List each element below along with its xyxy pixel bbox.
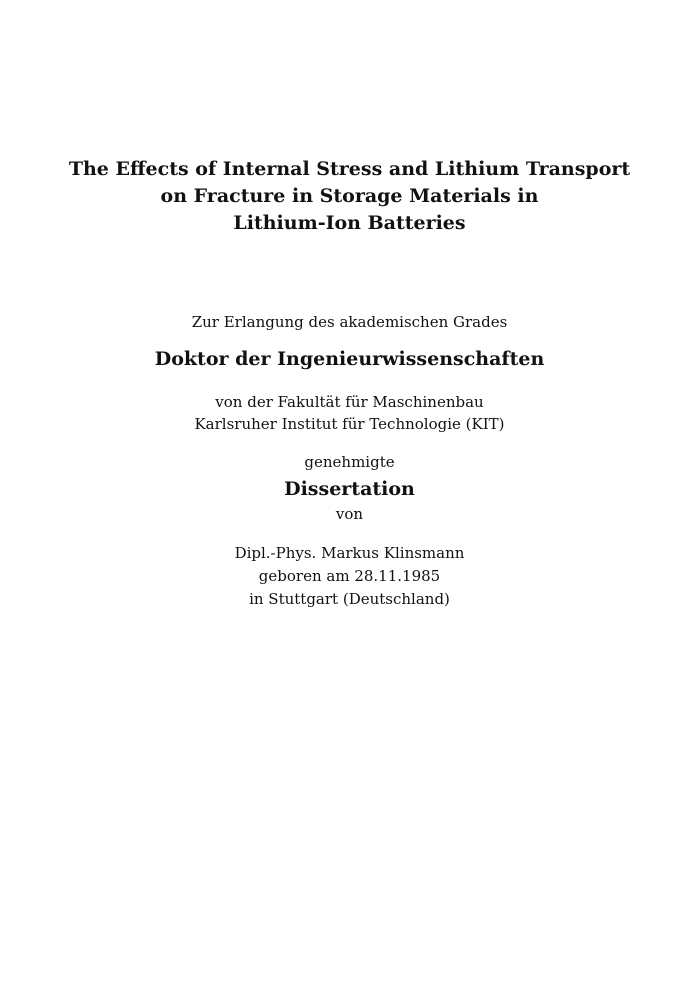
document-type: Dissertation [284,478,415,500]
approved-label: genehmigte [304,453,395,471]
thesis-title-line-2: on Fracture in Storage Materials in [160,185,539,207]
faculty-line-1: von der Fakultät für Maschinenbau [215,393,484,411]
author-birth-place: in Stuttgart (Deutschland) [249,590,450,608]
by-label: von [335,505,364,523]
faculty-info [0,391,699,435]
author-birth-date: geboren am 28.11.1985 [258,567,441,585]
degree-intro: Zur Erlangung des akademischen Grades [191,313,508,331]
thesis-title-line-3: Lithium-Ion Batteries [233,212,466,234]
author-name: Dipl.-Phys. Markus Klinsmann [234,544,465,562]
author-info [0,542,699,611]
degree-name: Doktor der Ingenieurwissenschaften [154,348,545,370]
thesis-title-line-1: The Effects of Internal Stress and Lithium Transport [68,158,631,180]
thesis-title [0,156,699,237]
faculty-line-2: Karlsruher Institut für Technologie (KIT) [194,415,505,433]
